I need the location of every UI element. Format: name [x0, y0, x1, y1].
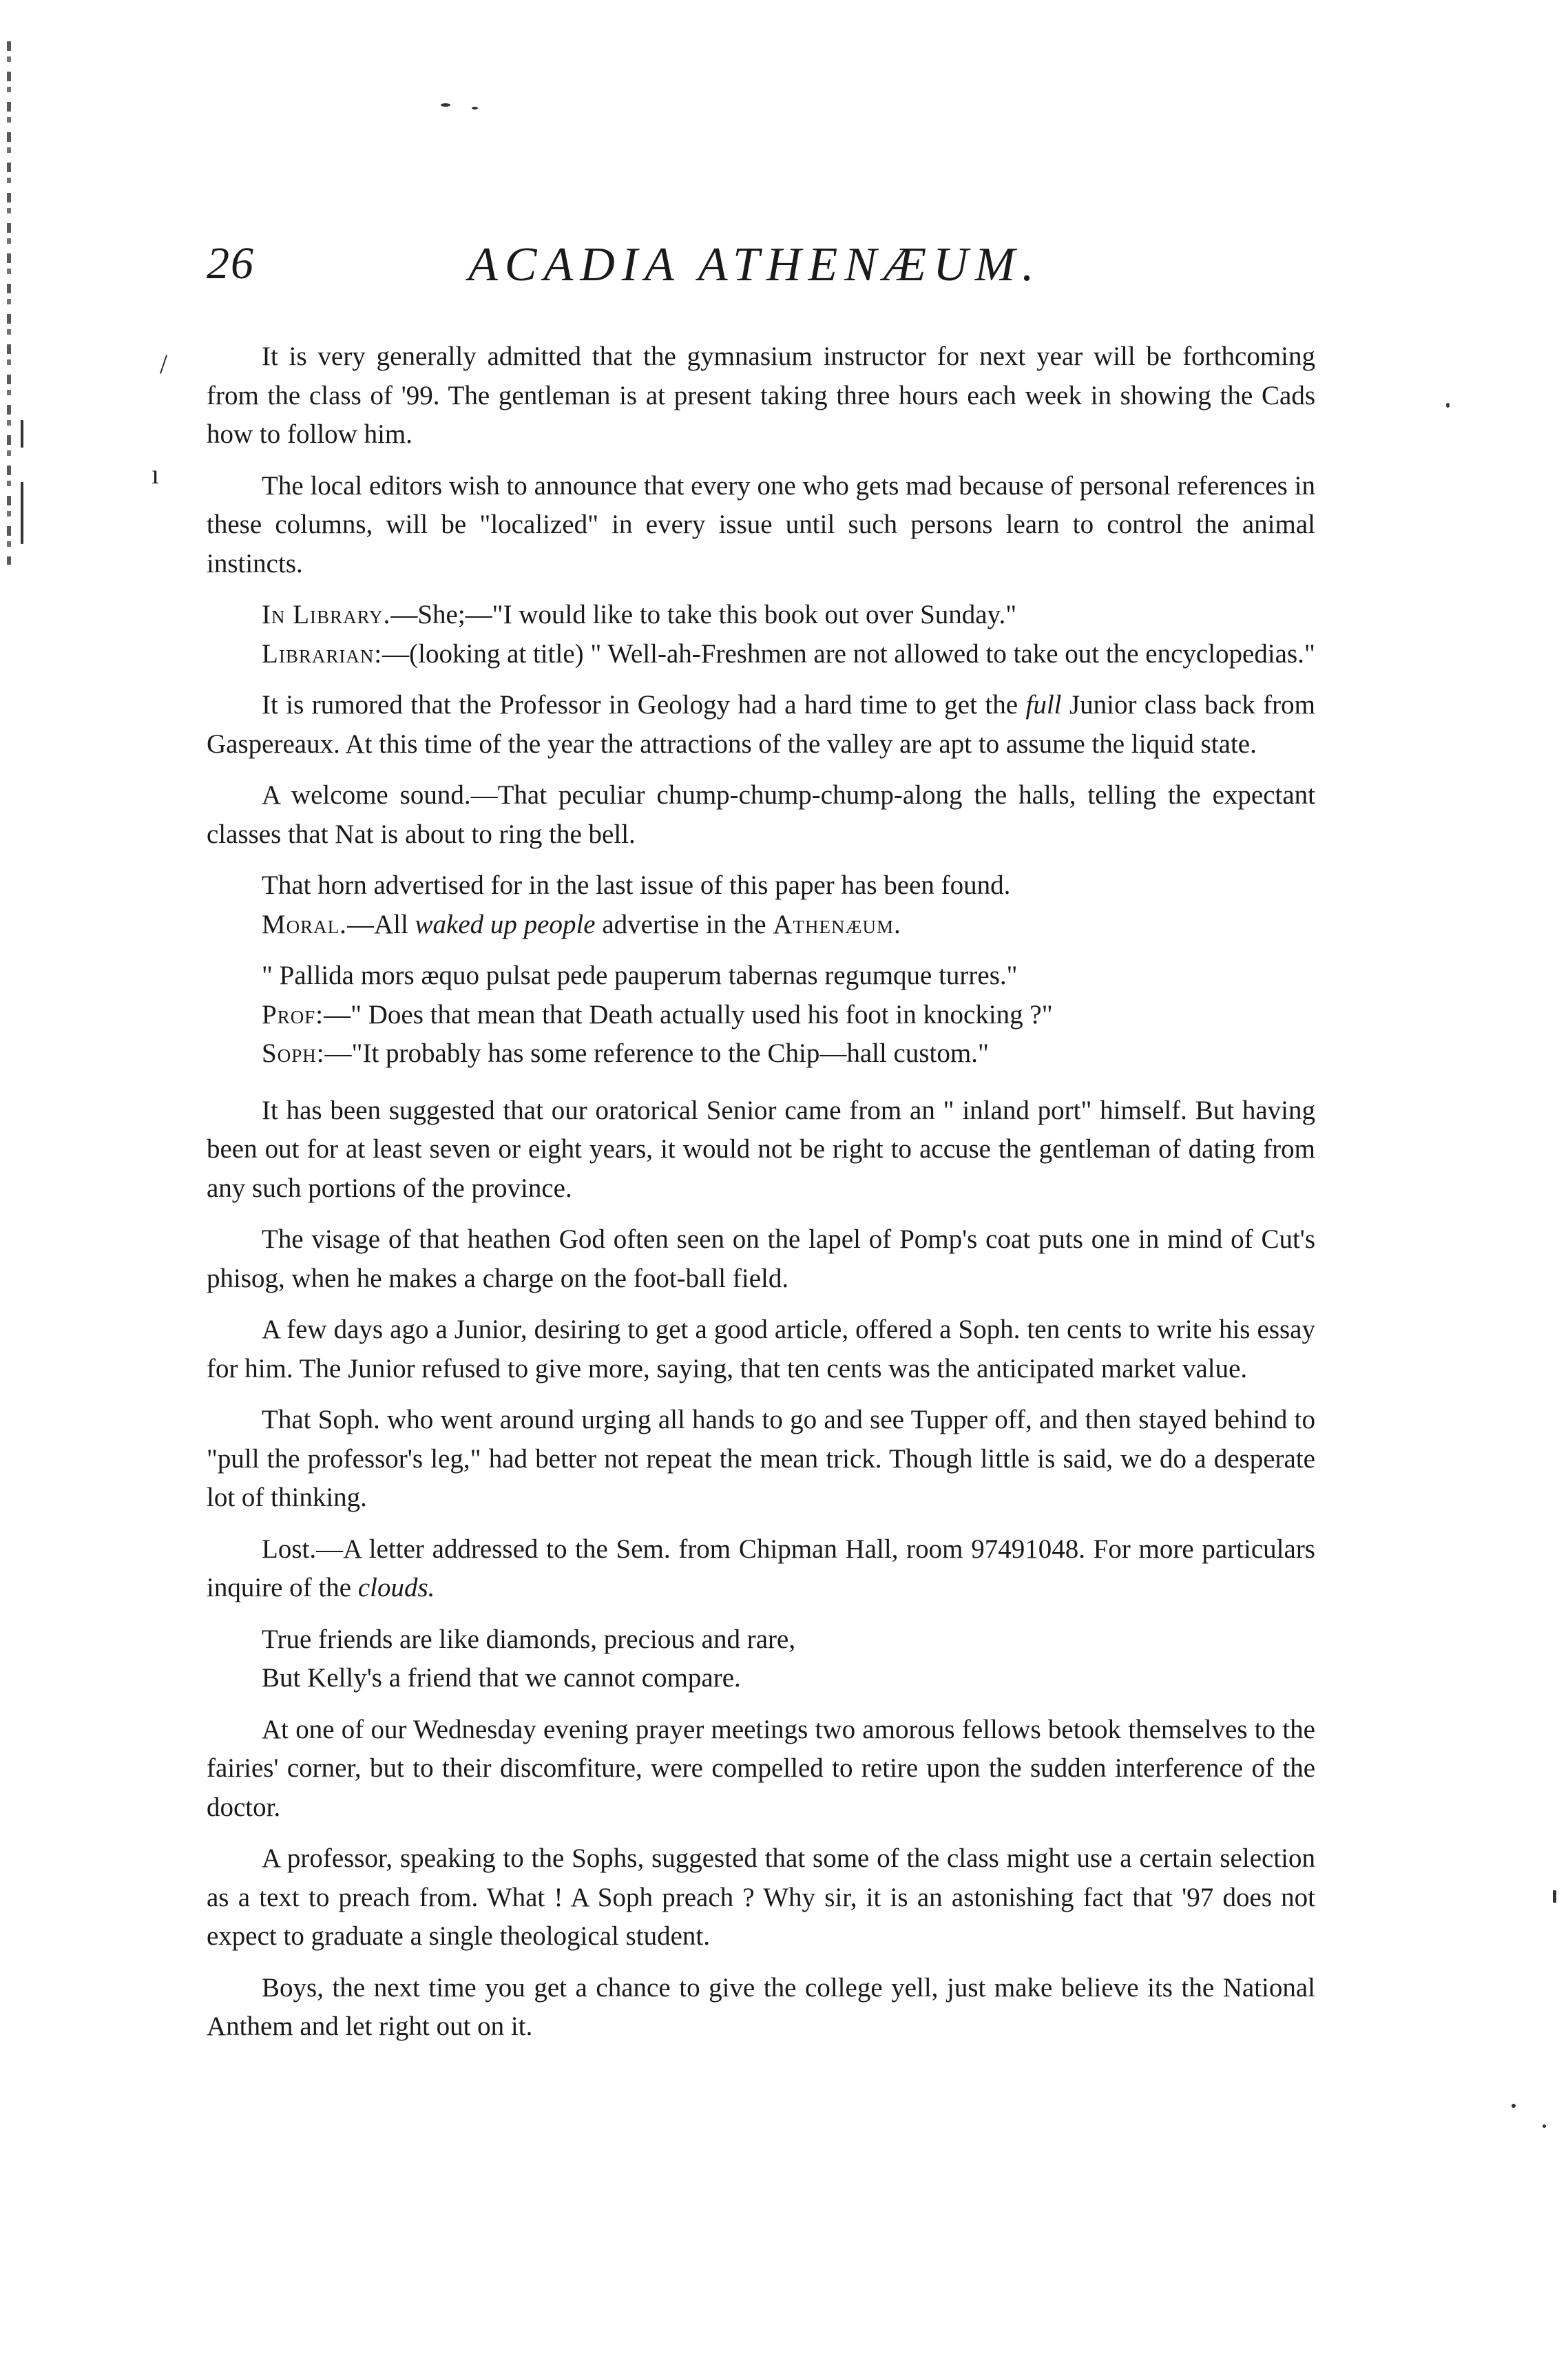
paragraph-horn: That horn advertised for in the last issue of this paper has been found.: [262, 870, 1011, 900]
paragraph-tupper: That Soph. who went around urging all hands to go and see Tupper off, and then stayed behind to "pull the professor's leg," had better not repeat the mean trick. Though little is said, we do a desperate lot of thinking.: [207, 1405, 1315, 1512]
binding-edge: [7, 41, 11, 565]
paragraph-library-she: [207, 596, 1315, 635]
librarian-label: Librarian:: [262, 638, 383, 669]
library-label: In Library.: [262, 600, 391, 629]
moral-italic: waked up people: [415, 909, 596, 939]
moral-label: Moral.: [262, 909, 347, 939]
scan-speck: [1553, 1890, 1556, 1903]
paragraph-prayer-meeting: At one of our Wednesday evening prayer meetings two amorous fellows betook themselves to the fairies' corner, but to their discomfiture, were compelled to retire upon the sudden interference of the doctor.: [207, 1714, 1315, 1822]
library-she-text: —She;—"I would like to take this book out over Sunday.": [390, 600, 1017, 629]
paragraph-soph: [207, 1034, 1315, 1074]
article-body: [207, 337, 1315, 2059]
scan-speck: [21, 482, 23, 544]
paragraph-heathen-god: The visage of that heathen God often seen on the lapel of Pomp's coat puts one in mind of Cut's phisog, when he makes a charge on the foot-ball field.: [207, 1224, 1315, 1293]
page-header: [207, 238, 1377, 313]
paragraph-college-yell: Boys, the next time you get a chance to give the college yell, just make believe its the National Anthem and let right out on it.: [207, 1972, 1315, 2041]
scan-speck: [1543, 2124, 1546, 2128]
geology-text-before: It is rumored that the Professor in Geology had a hard time to get the: [262, 690, 1026, 720]
soph-label: Soph:: [262, 1038, 325, 1068]
paragraph-librarian: [207, 635, 1315, 674]
moral-text-post: advertise in the: [595, 909, 773, 939]
paragraph-latin-quote: " Pallida mors æquo pulsat pede pauperum tabernas regumque turres.": [262, 961, 1018, 990]
scan-speck: [21, 420, 23, 448]
paragraph-local-editors: The local editors wish to announce that every one who gets mad because of personal references in these columns, will be "localized" in every issue until such persons learn to control the animal instincts.: [207, 470, 1315, 578]
librarian-text: —(looking at title) " Well-ah-Freshmen are not allowed to take out the encyclopedias.": [382, 638, 1315, 669]
paragraph-lost: [207, 1530, 1315, 1608]
moral-brand: Athenæum.: [773, 909, 901, 939]
lost-italic: clouds.: [357, 1573, 435, 1602]
scan-speck: [1446, 403, 1450, 408]
scan-speck: [441, 103, 450, 107]
lost-text: Lost.—A letter addressed to the Sem. from Chipman Hall, room 97491048. For more particulars inquire of the: [207, 1534, 1315, 1602]
soph-text: —"It probably has some reference to the Chip—hall custom.": [324, 1038, 989, 1068]
paragraph-moral: [207, 906, 1315, 945]
paragraph-geology: [207, 686, 1315, 764]
paragraph-oratorical-senior: It has been suggested that our oratorical Senior came from an " inland port" himself. But having been out for at least seven or eight years, it would not be right to accuse the gentleman of dating from any such portions of the province.: [207, 1095, 1315, 1203]
verse-line-1: True friends are like diamonds, precious and rare,: [262, 1624, 796, 1654]
paragraph-junior-essay: A few days ago a Junior, desiring to get a good article, offered a Soph. ten cents to write his essay for him. The Junior refused to give more, saying, that ten cents was the anticipated market value.: [207, 1315, 1315, 1383]
margin-mark: /: [160, 348, 168, 379]
scan-speck: [472, 107, 478, 109]
scan-speck: [1512, 2104, 1516, 2108]
prof-label: Prof:: [262, 999, 324, 1030]
prof-text: —" Does that mean that Death actually used his foot in knocking ?": [324, 999, 1053, 1030]
verse-line-2: But Kelly's a friend that we cannot compare.: [262, 1663, 741, 1693]
running-title: ACADIA ATHENÆUM.: [468, 238, 1041, 291]
paragraph-prof: [207, 996, 1315, 1035]
paragraph-welcome-sound: A welcome sound.—That peculiar chump-chump-chump-along the halls, telling the expectant classes that Nat is about to ring the bell.: [207, 780, 1315, 849]
paragraph-gymnasium: It is very generally admitted that the gymnasium instructor for next year will be forthcoming from the class of '99. The gentleman is at present taking three hours each week in showing the Cads how to follow him.: [207, 342, 1315, 449]
geology-text-after: Junior class back from Gaspereaux. At this time of the year the attractions of the valley are apt to assume the liquid state.: [207, 690, 1315, 759]
paragraph-soph-preach: A professor, speaking to the Sophs, suggested that some of the class might use a certain selection as a text to preach from. What ! A Soph preach ? Why sir, it is an astonishing fact that '97 does not expect to graduate a single theological student.: [207, 1843, 1315, 1951]
page-number: 26: [207, 238, 255, 289]
margin-mark: ı: [151, 459, 160, 490]
moral-text-pre: —All: [346, 909, 415, 939]
geology-italic: full: [1025, 690, 1062, 720]
